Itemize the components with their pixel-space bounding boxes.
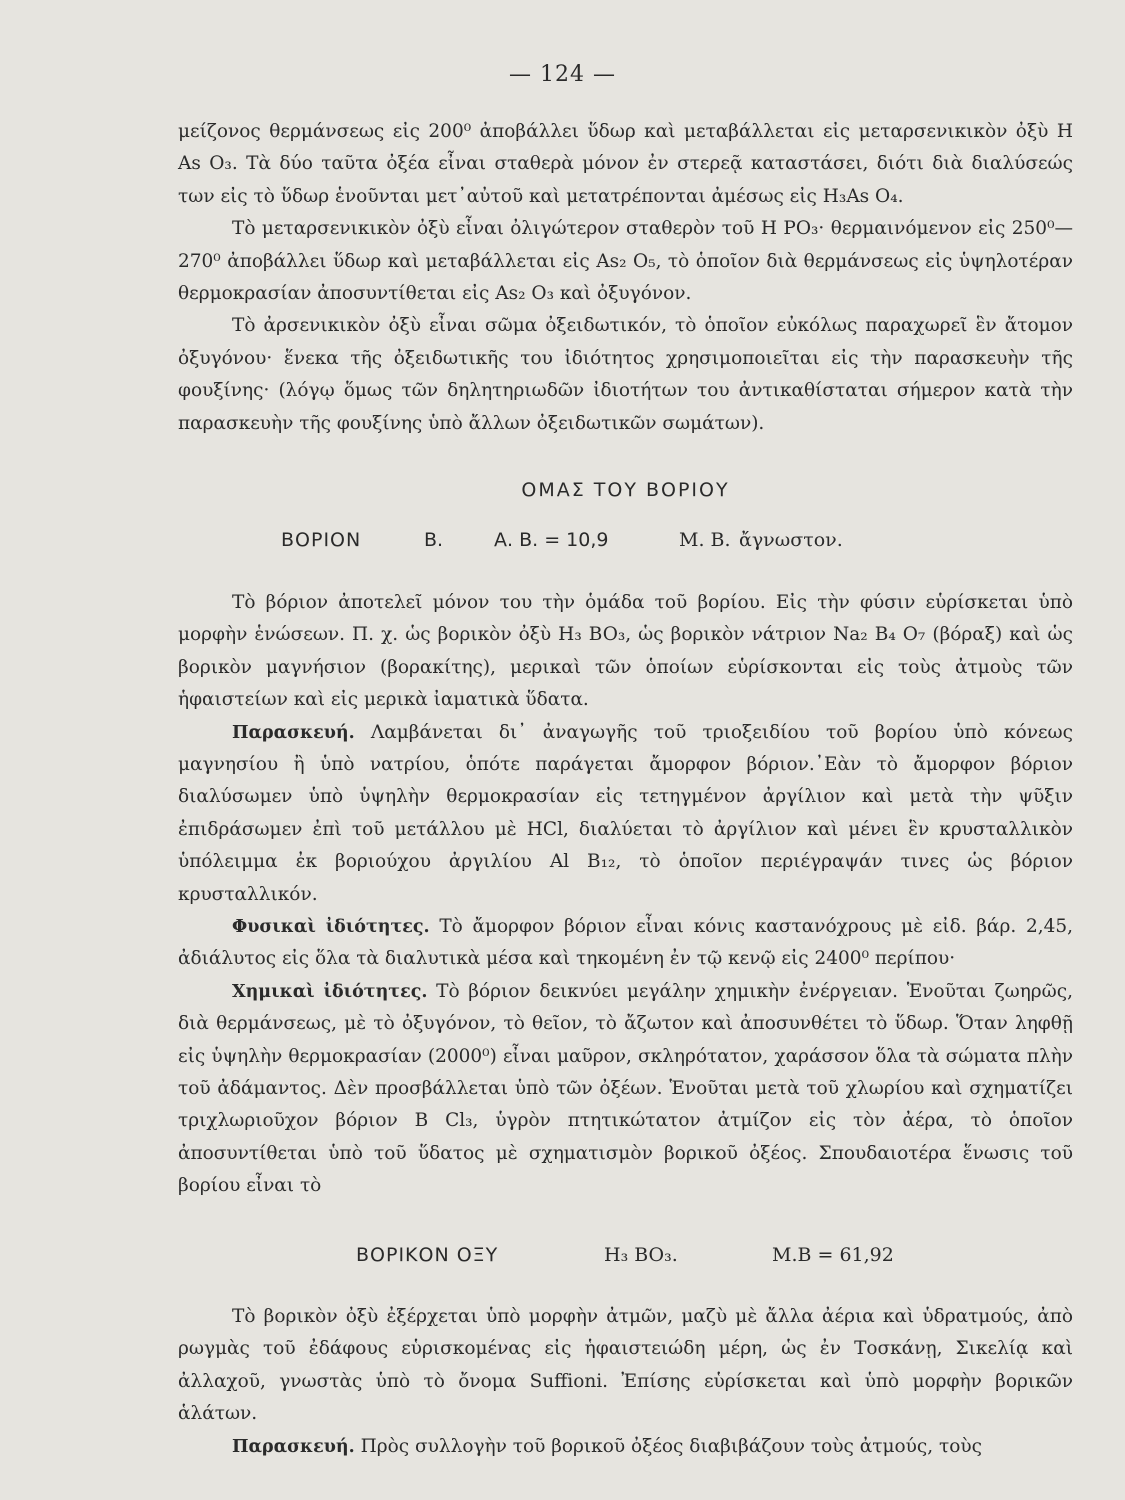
paragraph-boron-chemical [178,976,1073,1203]
molecular-weight-label: Μ. Β. [679,529,731,552]
section-heading: ΟΜΑΣ ΤΟΥ ΒΟΡΙΟΥ [521,479,730,502]
page-number: — 124 — [509,62,616,87]
paragraph-arsenic-acid: Τὸ ἀρσενικικὸν ὀξὺ εἶναι σῶμα ὀξειδωτικόν, τὸ ὁποῖον εὐκόλως παραχωρεῖ ἓν ἄτομον ὀξυγόνου· ἕνεκα τῆς ὀξειδωτικῆς του ἰδιότητος χρησιμοποιεῖται εἰς τὴν παρασκευὴν τῆς φουξίνης· (λόγῳ ὅμως τῶν δηλητηριωδῶν ἰδιοτήτων του ἀντικαθίσταται σήμερον κατὰ τὴν παρασκευὴν τῆς φουξίνης ὑπὸ ἄλλων ὀξειδωτικῶν σωμάτων). [178,315,1073,434]
chemical-properties-label: Χημικαὶ ἰδιότητες. [232,981,428,1002]
element-header [178,524,1073,556]
preparation-text: Λαμβάνεται δι᾽ ἀναγωγῆς τοῦ τριοξειδίου τοῦ βορίου ὑπὸ κόνεως μαγνησίου ἢ ὑπὸ νατρίου, ὁπότε παράγεται ἄμορφον βόριον.᾽Εὰν τὸ ἄμορφον βόριον διαλύσωμεν ὑπὸ ὑψηλὴν θερμοκρασίαν εἰς τετηγμένον ἀργίλιον καὶ μετὰ τὴν ψῦξιν ἐπιδράσωμεν ἐπὶ τοῦ μετάλλου μὲ HCl, διαλύεται τὸ ἀργίλιον καὶ μένει ἓν κρυσταλλικὸν ὑπόλειμμα ἐκ βοριούχου ἀργιλίου Al B₁₂, τὸ ὁποῖον περιέγραψάν τινες ὡς βόριον κρυσταλλικόν. [178,721,1073,905]
acid-header [178,1239,1073,1271]
element-name: ΒΟΡΙΟΝ [281,529,362,552]
atomic-weight: Α. Β. = 10,9 [494,529,609,552]
paragraph-boric-acid-intro: Τὸ βορικὸν ὀξὺ ἐξέρχεται ὑπὸ μορφὴν ἀτμῶν, μαζὺ μὲ ἄλλα ἀέρια καὶ ὑδρατμούς, ἀπὸ ρωγμὰς τοῦ ἐδάφους εὑρισκομένας εἰς ἡφαιστειώδη μέρη, ὡς ἐν Τοσκάνῃ, Σικελίᾳ καὶ ἀλλαχοῦ, γνωστὰς ὑπὸ τὸ ὄνομα Suffioni. Ἐπίσης εὑρίσκεται καὶ ὑπὸ μορφὴν βορικῶν ἁλάτων. [178,1306,1073,1425]
paragraph-metarsenic-acid: Τὸ μεταρσενικικὸν ὀξὺ εἶναι ὀλιγώτερον σταθερὸν τοῦ H PO₃· θερμαινόμενον εἰς 250⁰—270⁰ ἀποβάλλει ὕδωρ καὶ μεταβάλλεται εἰς As₂ O₅, τὸ ὁποῖον διὰ θερμάνσεως εἰς ὑψηλοτέραν θερμοκρασίαν ἀποσυντίθεται εἰς As₂ O₃ καὶ ὀξυγόνον. [178,218,1073,305]
paragraph-continuation: μείζονος θερμάνσεως εἰς 200⁰ ἀποβάλλει ὕδωρ καὶ μεταβάλλεται εἰς μεταρσενικικὸν ὀξὺ H As O₃. Τὰ δύο ταῦτα ὀξέα εἶναι σταθερὰ μόνον ἐν στερεᾷ καταστάσει, διότι διὰ διαλύσεώς των εἰς τὸ ὕδωρ ἑνοῦνται μετ᾽αὐτοῦ καὶ μετατρέπονται ἀμέσως εἰς H₃As O₄. [178,121,1073,207]
paragraph-boric-acid-preparation [178,1431,1073,1463]
acid-molecular-weight: Μ.Β = 61,92 [772,1243,894,1266]
paragraph-boron-intro: Τὸ βόριον ἀποτελεῖ μόνον του τὴν ὁμάδα τοῦ βορίου. Εἰς τὴν φύσιν εὑρίσκεται ὑπὸ μορφὴν ἑνώσεων. Π. χ. ὡς βορικὸν ὀξὺ H₃ BO₃, ὡς βορικὸν νάτριον Na₂ B₄ O₇ (βόραξ) καὶ ὡς βορικὸν μαγνήσιον (βορακίτης), μερικαὶ τῶν ὁποίων εὑρίσκονται εἰς τοὺς ἀτμοὺς τῶν ἡφαιστείων καὶ εἰς μερικὰ ἰαματικὰ ὕδατα. [178,591,1073,711]
acid-name: ΒΟΡΙΚΟΝ ΟΞΥ [356,1243,499,1266]
acid-preparation-text: Πρὸς συλλογὴν τοῦ βορικοῦ ὀξέος διαβιβάζουν τοὺς ἀτμούς, τοὺς [354,1435,982,1457]
acid-preparation-label: Παρασκευή. [232,1436,355,1457]
page-body [178,116,1073,1463]
paragraph-boron-physical [178,911,1073,976]
paragraph-boron-preparation [178,717,1073,911]
chemical-properties-text: Τὸ βόριον δεικνύει μεγάλην χημικὴν ἐνέργειαν. Ἑνοῦται ζωηρῶς, διὰ θερμάνσεως, μὲ τὸ ὀξυγόνον, τὸ θεῖον, τὸ ἄζωτον καὶ ἀποσυνθέτει τὸ ὕδωρ. Ὅταν ληφθῇ εἰς ὑψηλὴν θερμοκρασίαν (2000⁰) εἶναι μαῦρον, σκληρότατον, χαράσσον ὅλα τὰ σώματα πλὴν τοῦ ἀδάμαντος. Δὲν προσβάλλεται ὑπὸ τῶν ὀξέων. Ἑνοῦται μετὰ τοῦ χλωρίου καὶ σχηματίζει τριχλωριοῦχον βόριον B Cl₃, ὑγρὸν πτητικώτατον ἀτμίζον εἰς τὸν ἀέρα, τὸ ὁποῖον ἀποσυντίθεται ὑπὸ τοῦ ὕδατος μὲ σχηματισμὸν βορικοῦ ὀξέος. Σπουδαιοτέρα ἕνωσις τοῦ βορίου εἶναι τὸ [178,980,1073,1197]
preparation-label: Παρασκευή. [232,722,355,743]
molecular-weight-value: ἄγνωστον. [739,529,843,552]
physical-properties-text: Τὸ ἄμορφον βόριον εἶναι κόνις καστανόχρους μὲ εἰδ. βάρ. 2,45, ἀδιάλυτος εἰς ὅλα τὰ διαλυτικὰ μέσα καὶ τηκομένη ἐν τῷ κενῷ εἰς 2400⁰ περίπου· [178,915,1074,970]
physical-properties-label: Φυσικαὶ ἰδιότητες. [232,916,430,937]
acid-formula: H₃ BO₃. [604,1243,678,1266]
element-symbol: Β. [424,529,444,552]
